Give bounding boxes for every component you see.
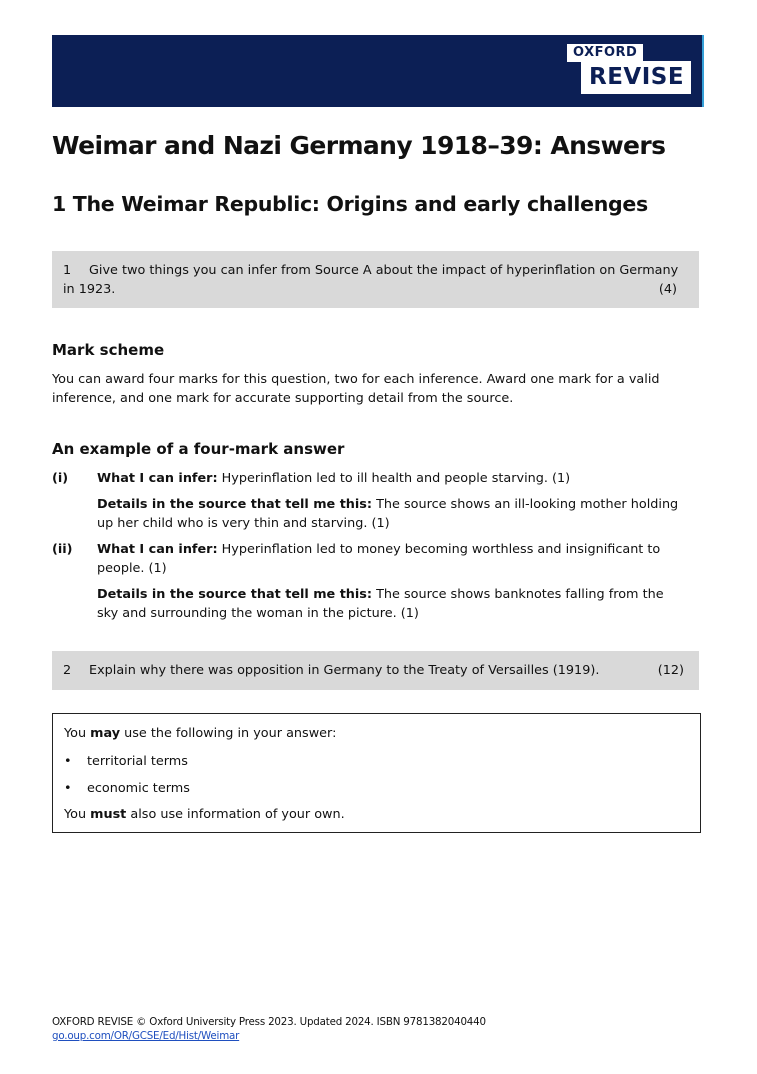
guidance-bullet: • territorial terms bbox=[64, 754, 188, 769]
question-2-marks: (12) bbox=[657, 663, 684, 678]
question-1-text: Give two things you can infer from Source A about the impact of hyperinflation on Germany in 1923. bbox=[63, 263, 679, 297]
example-heading: An example of a four-mark answer bbox=[52, 440, 345, 458]
header-accent-edge bbox=[702, 35, 704, 107]
question-2-text: Explain why there was opposition in Germany to the Treaty of Versailles (1919). bbox=[89, 663, 600, 678]
mark-scheme-text: You can award four marks for this question, two for each inference. Award one mark for a valid inference, and one mark for accurate supporting detail from the source. bbox=[52, 372, 660, 406]
infer-label: What I can infer: bbox=[97, 471, 218, 486]
footer-link[interactable]: go.oup.com/OR/GCSE/Ed/Hist/Weimar bbox=[52, 1030, 240, 1042]
bullet-icon: • bbox=[64, 754, 72, 769]
logo-oxford: OXFORD bbox=[567, 44, 643, 62]
detail-text: The source shows banknotes falling from the sky and surrounding the woman in the picture. (1) bbox=[97, 587, 664, 621]
item-numeral: (ii) bbox=[52, 542, 73, 557]
guidance-line-must: You must also use information of your own. bbox=[64, 807, 345, 822]
question-1-box bbox=[52, 251, 699, 308]
section-title: 1 The Weimar Republic: Origins and early challenges bbox=[52, 192, 648, 216]
item-numeral: (i) bbox=[52, 471, 69, 486]
guidance-line-may: You may use the following in your answer: bbox=[64, 726, 337, 741]
guidance-bullet: • economic terms bbox=[64, 781, 190, 796]
footer bbox=[52, 1015, 486, 1043]
infer-text: Hyperinflation led to ill health and people starving. (1) bbox=[217, 471, 571, 486]
infer-label: What I can infer: bbox=[97, 542, 218, 557]
question-1-number: 1 bbox=[63, 263, 72, 278]
footer-copyright: OXFORD REVISE © Oxford University Press 2023. Updated 2024. ISBN 9781382040440 bbox=[52, 1016, 486, 1028]
answer-guidance-box bbox=[52, 713, 701, 833]
infer-text: Hyperinflation led to money becoming worthless and insignificant to people. (1) bbox=[97, 542, 661, 576]
oxford-revise-logo bbox=[567, 44, 693, 98]
detail-text: The source shows an ill-looking mother holding up her child who is very thin and starving. (1) bbox=[97, 497, 679, 531]
logo-revise: REVISE bbox=[581, 61, 691, 94]
page-title: Weimar and Nazi Germany 1918–39: Answers bbox=[52, 131, 666, 160]
question-2-number: 2 bbox=[63, 663, 72, 678]
detail-label: Details in the source that tell me this: bbox=[97, 497, 373, 512]
bullet-icon: • bbox=[64, 781, 72, 796]
detail-label: Details in the source that tell me this: bbox=[97, 587, 373, 602]
question-1-marks: (4) bbox=[658, 282, 677, 297]
question-2-box bbox=[52, 651, 699, 690]
mark-scheme-heading: Mark scheme bbox=[52, 341, 165, 359]
